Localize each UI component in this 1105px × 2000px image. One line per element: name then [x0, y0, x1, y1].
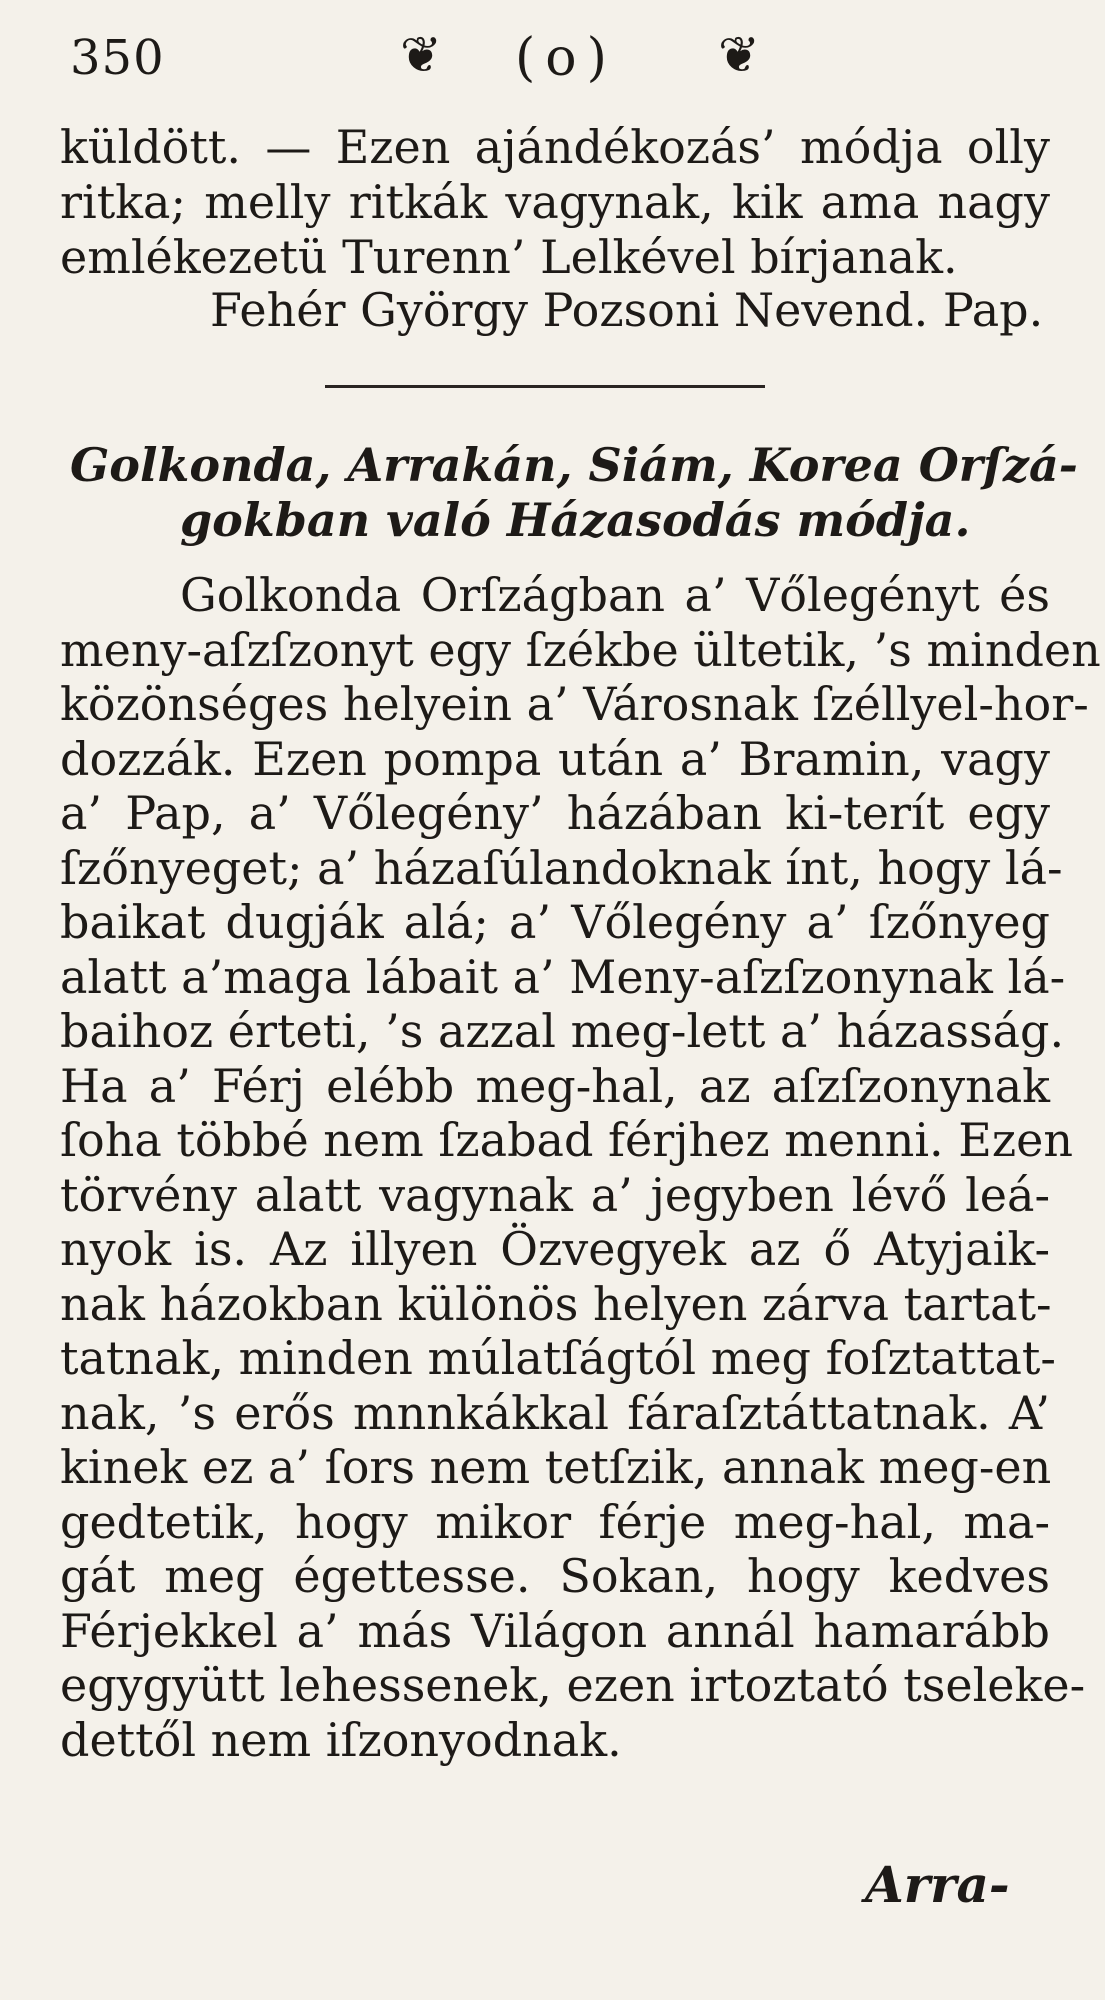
text-line: meny-aſzſzonyt egy ſzékbe ültetik, ’s minden — [60, 622, 1101, 677]
text-line: törvény alatt vagynak a’ jegyben lévő leá- — [60, 1167, 1050, 1222]
text-line: gát meg égettesse. Sokan, hogy kedves — [60, 1549, 1050, 1603]
heading-line: gokban való Házasodás módja. — [180, 493, 971, 547]
text-line: nak házokban különös helyen zárva tartat- — [60, 1276, 1052, 1331]
catchword: Arra- — [865, 1855, 1010, 1914]
text-line: közönséges helyein a’ Városnak ſzéllyel-hor- — [60, 677, 1089, 731]
page-number: 350 — [70, 30, 165, 86]
section-heading — [70, 438, 1078, 548]
text-line: Golkonda Orſzágban a’ Vőlegényt és — [180, 568, 1050, 622]
text-line: ſzőnyeget; a’ házaſúlandoknak ínt, hogy lá- — [60, 840, 1063, 895]
heading-line: Golkonda, Arrakán, Siám, Korea Orſzá- — [70, 438, 1078, 492]
fleuron-left-icon: ❦ — [400, 26, 442, 84]
text-line: Férjekkel a’ más Világon annál hamarább — [60, 1603, 1050, 1658]
text-line: emlékezetü Turenn’ Lelkével bírjanak. — [60, 230, 958, 284]
text-line: gedtetik, hogy mikor férje meg-hal, ma- — [60, 1494, 1050, 1549]
signature: Fehér György Pozsoni Nevend. Pap. — [210, 283, 1044, 337]
text-line: küldött. — Ezen ajándékozás’ módja olly — [60, 120, 1050, 174]
body-paragraph — [60, 568, 1101, 1767]
text-line: kinek ez a’ ſors nem tetſzik, annak meg-en — [60, 1440, 1052, 1494]
page-header — [60, 22, 1060, 92]
text-line: a’ Pap, a’ Vőlegény’ házában ki-terít egy — [60, 786, 1050, 840]
fleuron-right-icon: ❦ — [718, 26, 760, 84]
text-line: Ha a’ Férj elébb meg-hal, az aſzſzonynak — [60, 1058, 1050, 1113]
text-line: nyok is. Az illyen Özvegyek az ő Atyjaik- — [60, 1222, 1050, 1276]
text-line: dozzák. Ezen pompa után a’ Bramin, vagy — [60, 731, 1050, 786]
text-line: baihoz érteti, ’s azzal meg-lett a’ házasság. — [60, 1004, 1065, 1058]
text-line: tatnak, minden múlatſágtól meg foſztattat- — [60, 1331, 1056, 1385]
text-line: dettől nem iſzonyodnak. — [60, 1712, 622, 1767]
text-line: ritka; melly ritkák vagynak, kik ama nagy — [60, 175, 1050, 229]
text-line: alatt a’maga lábait a’ Meny-aſzſzonynak lá- — [60, 949, 1066, 1004]
text-line: baikat dugják alá; a’ Vőlegény a’ ſzőnyeg — [60, 895, 1050, 949]
intro-paragraph — [60, 120, 1050, 285]
section-divider — [325, 385, 765, 388]
text-line: egygyütt lehessenek, ezen irtoztató tseleke- — [60, 1658, 1086, 1712]
text-line: nak, ’s erős mnnkákkal fáraſztáttatnak. A’ — [60, 1385, 1050, 1440]
text-line: ſoha többé nem ſzabad férjhez menni. Ezen — [60, 1113, 1073, 1167]
header-mark: (o) — [515, 28, 617, 88]
